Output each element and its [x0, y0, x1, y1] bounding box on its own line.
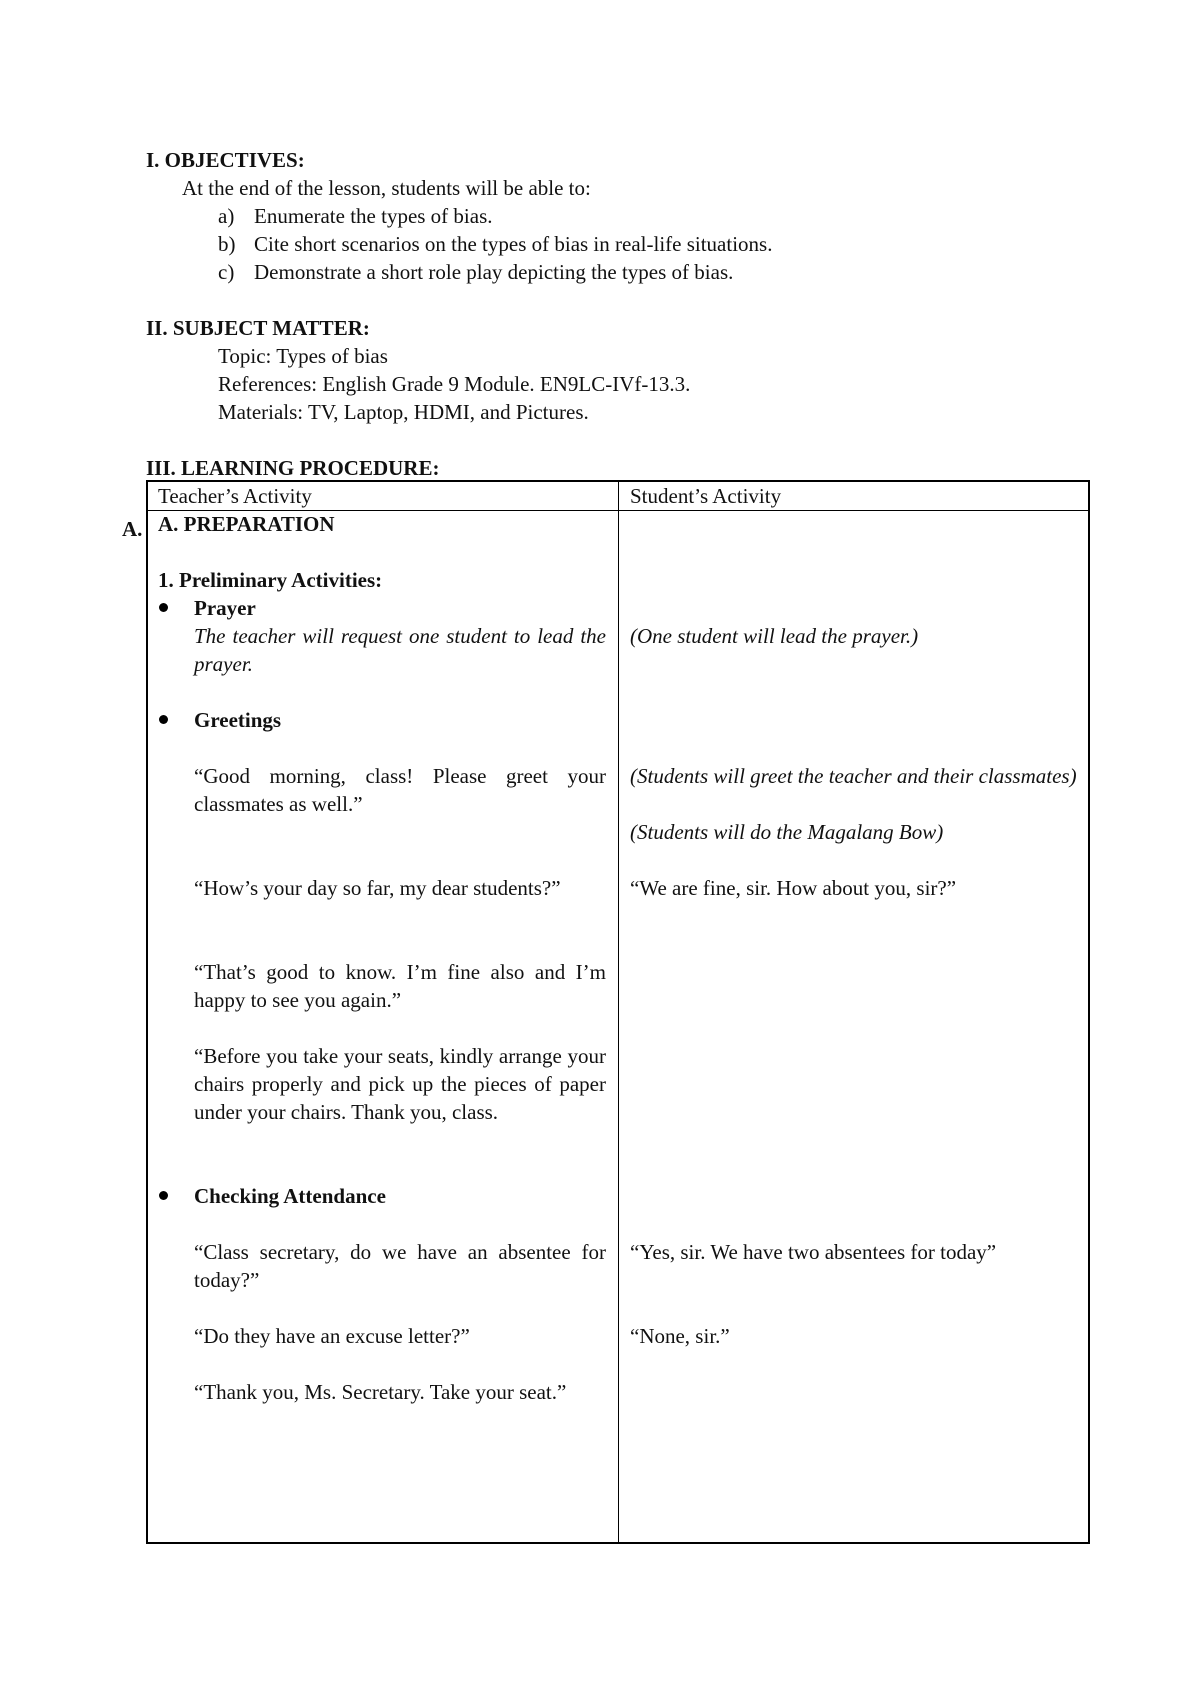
section-title: A. PREPARATION: [158, 512, 335, 536]
procedure-heading: III. LEARNING PROCEDURE:: [146, 456, 440, 480]
prayer-title: Prayer: [194, 596, 256, 620]
greetings-teacher-text-1: “Good morning, class! Please greet your classmates as well.”: [194, 764, 606, 816]
prayer-teacher-text: The teacher will request one student to lead the prayer.: [194, 624, 606, 676]
subject-references: References: English Grade 9 Module. EN9LC-IVf-13.3.: [218, 372, 691, 396]
attendance-title: Checking Attendance: [194, 1184, 386, 1208]
column-header-student: Student’s Activity: [630, 484, 782, 508]
objective-marker-b: b): [218, 232, 236, 256]
greetings-student-text-2: “We are fine, sir. How about you, sir?”: [630, 876, 957, 900]
greetings-teacher-text-4: “Before you take your seats, kindly arrange your chairs properly and pick up the pieces of paper under your chairs. Thank you, class.: [194, 1044, 606, 1124]
attendance-student-text-1: “Yes, sir. We have two absentees for today”: [630, 1240, 997, 1264]
objective-item-c: Demonstrate a short role play depicting the types of bias.: [254, 260, 734, 284]
subject-matter-heading: II. SUBJECT MATTER:: [146, 316, 370, 340]
column-header-teacher: Teacher’s Activity: [158, 484, 312, 508]
table-left-border: [146, 480, 148, 1544]
objective-item-b: Cite short scenarios on the types of bias in real-life situations.: [254, 232, 773, 256]
subject-materials: Materials: TV, Laptop, HDMI, and Pictures.: [218, 400, 589, 424]
subject-topic: Topic: Types of bias: [218, 344, 388, 368]
prayer-student-text: (One student will lead the prayer.): [630, 624, 919, 648]
attendance-teacher-text-1: “Class secretary, do we have an absentee for today?”: [194, 1240, 606, 1292]
procedure-table: [146, 480, 1090, 1544]
objective-item-a: Enumerate the types of bias.: [254, 204, 493, 228]
row-marker: A.: [122, 517, 143, 541]
sub-title: 1. Preliminary Activities:: [158, 568, 383, 592]
bullet-icon: [159, 1191, 168, 1200]
objective-marker-c: c): [218, 260, 235, 284]
table-right-border: [1088, 480, 1090, 1544]
greetings-student-text-1: (Students will greet the teacher and their classmates): [630, 764, 1077, 788]
greetings-title: Greetings: [194, 708, 282, 732]
attendance-teacher-text-3: “Thank you, Ms. Secretary. Take your seat.”: [194, 1380, 567, 1404]
attendance-student-text-2: “None, sir.”: [630, 1324, 730, 1348]
attendance-teacher-text-2: “Do they have an excuse letter?”: [194, 1324, 470, 1348]
greetings-teacher-text-3: “That’s good to know. I’m fine also and I’m happy to see you again.”: [194, 960, 606, 1012]
greetings-teacher-text-2: “How’s your day so far, my dear students?”: [194, 876, 561, 900]
table-column-divider: [618, 480, 619, 1544]
bullet-icon: [159, 603, 168, 612]
objectives-intro: At the end of the lesson, students will be able to:: [182, 176, 591, 200]
greetings-student-text-1b: (Students will do the Magalang Bow): [630, 820, 944, 844]
bullet-icon: [159, 715, 168, 724]
objectives-heading: I. OBJECTIVES:: [146, 148, 305, 172]
objective-marker-a: a): [218, 204, 235, 228]
